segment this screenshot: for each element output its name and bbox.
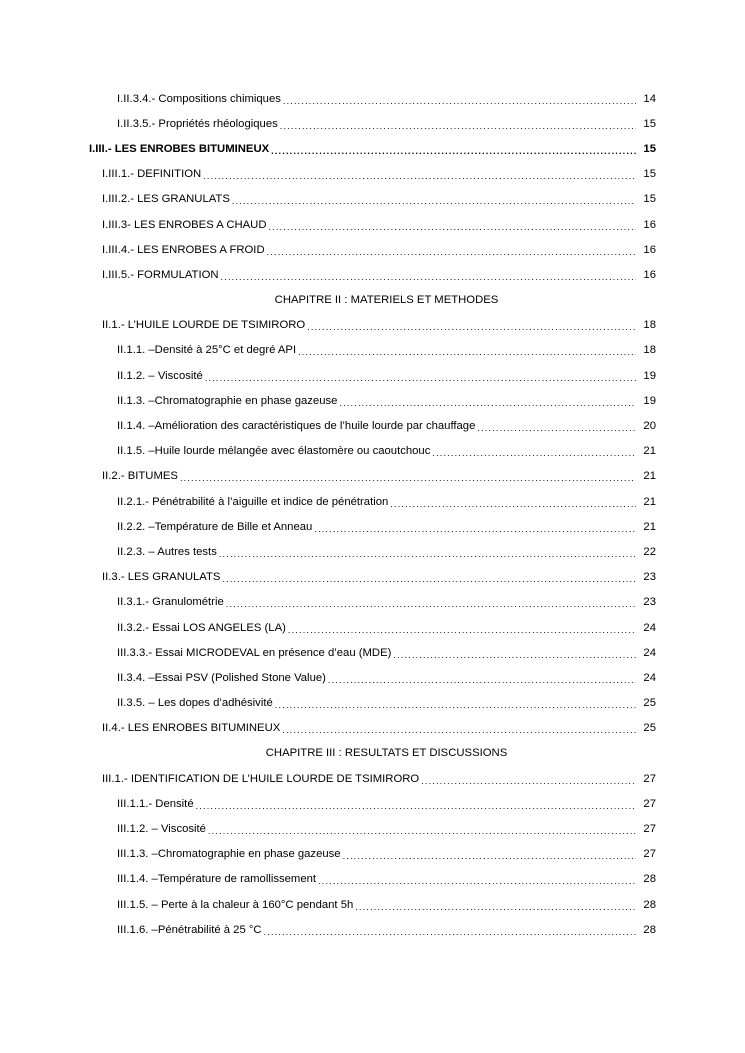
toc-page-number: 24 [643, 621, 656, 634]
dot-leader [226, 597, 636, 611]
dot-leader [393, 648, 636, 662]
toc-page-number: 21 [643, 470, 656, 483]
toc-entry-title: II.1.- L’HUILE LOURDE DE TSIMIRORO [102, 319, 306, 332]
toc-entry[interactable] [0, 514, 745, 539]
dot-leader [282, 723, 636, 737]
toc-entry-title: I.III.- LES ENROBES BITUMINEUX [89, 142, 270, 155]
toc-entry[interactable] [0, 640, 745, 665]
toc-entry[interactable] [0, 313, 745, 338]
toc-entry[interactable] [0, 464, 745, 489]
toc-page-number: 19 [643, 394, 656, 407]
toc-entry[interactable] [0, 842, 745, 867]
dot-leader [208, 824, 636, 838]
dot-leader [264, 925, 636, 939]
chapter-heading [0, 288, 745, 313]
toc-entry-title: I.III.4.- LES ENROBES A FROID [102, 243, 265, 256]
toc-entry-title: II.2.3. – Autres tests [117, 545, 217, 558]
toc-entry-title: II.2.- BITUMES [102, 470, 178, 483]
toc-entry[interactable] [0, 489, 745, 514]
toc-entry-title: II.1.1. –Densité à 25°C et degré API [117, 344, 297, 357]
toc-entry-title: II.1.2. – Viscosité [117, 369, 203, 382]
toc-entry-title: II.2.2. –Température de Bille et Anneau [117, 520, 313, 533]
dot-leader [271, 144, 636, 158]
toc-page-number: 15 [643, 117, 656, 130]
toc-page-number: 16 [643, 218, 656, 231]
toc-page-number: 18 [643, 344, 656, 357]
toc-page-number: 28 [643, 923, 656, 936]
toc-entry[interactable] [0, 867, 745, 892]
toc-entry-title: III.1.1.- Densité [117, 797, 194, 810]
toc-entry-title: III.1.5. – Perte à la chaleur à 160°C pendant 5h [117, 898, 354, 911]
dot-leader [222, 572, 636, 586]
toc-page-number: 20 [643, 420, 656, 433]
toc-page-number: 27 [643, 772, 656, 785]
toc-entry-title: I.III.2.- LES GRANULATS [102, 193, 230, 206]
toc-entry-title: I.II.3.5.- Propriétés rhéologiques [117, 117, 278, 130]
toc-entry[interactable] [0, 363, 745, 388]
dot-leader [280, 119, 636, 133]
dot-leader [196, 799, 636, 813]
dot-leader [219, 547, 636, 561]
toc-entry-title: II.1.5. –Huile lourde mélangée avec élastomère ou caoutchouc [117, 445, 431, 458]
toc-page-number: 27 [643, 823, 656, 836]
toc-entry-title: III.1.6. –Pénétrabilité à 25 °C [117, 923, 262, 936]
toc-page-number: 25 [643, 697, 656, 710]
toc-entry[interactable] [0, 413, 745, 438]
dot-leader [205, 371, 636, 385]
dot-leader [421, 774, 636, 788]
toc-entry-title: III.1.4. –Température de ramollissement [117, 873, 317, 886]
toc-page-number: 28 [643, 898, 656, 911]
toc-entry[interactable] [0, 590, 745, 615]
toc-entry[interactable] [0, 892, 745, 917]
dot-leader [275, 698, 636, 712]
dot-leader [339, 396, 636, 410]
dot-leader [390, 497, 636, 511]
dot-leader [318, 874, 636, 888]
dot-leader [288, 623, 636, 637]
dot-leader [314, 522, 636, 536]
dot-leader [268, 220, 636, 234]
toc-entry-title: II.3.4. –Essai PSV (Polished Stone Value) [117, 671, 326, 684]
dot-leader [432, 446, 636, 460]
toc-page-number: 14 [643, 92, 656, 105]
toc-entry[interactable] [0, 917, 745, 942]
toc-page-number: 19 [643, 369, 656, 382]
dot-leader [298, 345, 636, 359]
toc-page-number: 23 [643, 571, 656, 584]
toc-entry-title: III.1.- IDENTIFICATION DE L’HUILE LOURDE DE TSIMIRORO [102, 772, 420, 785]
toc-entry-title: I.II.3.4.- Compositions chimiques [117, 92, 281, 105]
toc-entry[interactable] [0, 237, 745, 262]
toc-page-number: 16 [643, 243, 656, 256]
dot-leader [307, 320, 636, 334]
toc-entry[interactable] [0, 665, 745, 690]
toc-entry-title: I.III.3- LES ENROBES A CHAUD [102, 218, 267, 231]
toc-page-number: 27 [643, 797, 656, 810]
toc-entry[interactable] [0, 212, 745, 237]
toc-entry[interactable] [0, 766, 745, 791]
toc-entry[interactable] [0, 791, 745, 816]
toc-entry[interactable] [0, 162, 745, 187]
toc-entry-title: III.1.2. – Viscosité [117, 823, 206, 836]
toc-entry-title: I.III.5.- FORMULATION [102, 268, 219, 281]
toc-entry[interactable] [0, 439, 745, 464]
toc-entry[interactable] [0, 816, 745, 841]
toc-entry-title: II.3.2.- Essai LOS ANGELES (LA) [117, 621, 286, 634]
toc-entry[interactable] [0, 111, 745, 136]
toc-entry[interactable] [0, 136, 745, 161]
toc-entry-title: I.III.1.- DEFINITION [102, 168, 202, 181]
toc-entry-title: II.4.- LES ENROBES BITUMINEUX [102, 722, 281, 735]
dot-leader [343, 849, 636, 863]
dot-leader [355, 900, 636, 914]
toc-entry[interactable] [0, 338, 745, 363]
toc-page-number: 16 [643, 268, 656, 281]
dot-leader [283, 94, 636, 108]
toc-entry[interactable] [0, 615, 745, 640]
toc-entry[interactable] [0, 262, 745, 287]
toc-page-number: 24 [643, 671, 656, 684]
toc-entry-title: II.3.1.- Granulométrie [117, 596, 224, 609]
toc-page-number: 23 [643, 596, 656, 609]
toc-entry[interactable] [0, 565, 745, 590]
toc-page-number: 21 [643, 445, 656, 458]
toc-entry-title: III.3.3.- Essai MICRODEVAL en présence d’eau (MDE) [117, 646, 392, 659]
table-of-contents [0, 86, 745, 942]
toc-page-number: 24 [643, 646, 656, 659]
dot-leader [180, 471, 636, 485]
dot-leader [221, 270, 636, 284]
toc-page-number: 15 [643, 168, 656, 181]
toc-entry-title: II.1.4. –Amélioration des caractéristiques de l’huile lourde par chauffage [117, 420, 476, 433]
dot-leader [477, 421, 636, 435]
dot-leader [203, 169, 636, 183]
toc-entry[interactable] [0, 187, 745, 212]
toc-entry-title: II.1.3. –Chromatographie en phase gazeuse [117, 394, 338, 407]
chapter-heading [0, 741, 745, 766]
chapter-title: CHAPITRE III : RESULTATS ET DISCUSSIONS [265, 747, 508, 760]
chapter-title: CHAPITRE II : MATERIELS ET METHODES [274, 294, 499, 307]
toc-entry[interactable] [0, 691, 745, 716]
toc-page-number: 21 [643, 495, 656, 508]
toc-page-number: 18 [643, 319, 656, 332]
toc-entry[interactable] [0, 388, 745, 413]
toc-entry-title: II.2.1.- Pénétrabilité à l’aiguille et indice de pénétration [117, 495, 389, 508]
toc-page-number: 15 [643, 193, 656, 206]
dot-leader [232, 194, 636, 208]
toc-page-number: 21 [643, 520, 656, 533]
dot-leader [267, 245, 636, 259]
toc-entry[interactable] [0, 716, 745, 741]
toc-entry-title: II.3.- LES GRANULATS [102, 571, 221, 584]
dot-leader [328, 673, 636, 687]
toc-entry[interactable] [0, 86, 745, 111]
toc-page-number: 27 [643, 848, 656, 861]
toc-page-number: 25 [643, 722, 656, 735]
toc-page-number: 15 [643, 142, 656, 155]
toc-entry-title: III.1.3. –Chromatographie en phase gazeuse [117, 848, 341, 861]
toc-page-number: 22 [643, 545, 656, 558]
toc-page-number: 28 [643, 873, 656, 886]
toc-entry[interactable] [0, 539, 745, 564]
toc-entry-title: II.3.5. – Les dopes d’adhésivité [117, 697, 273, 710]
